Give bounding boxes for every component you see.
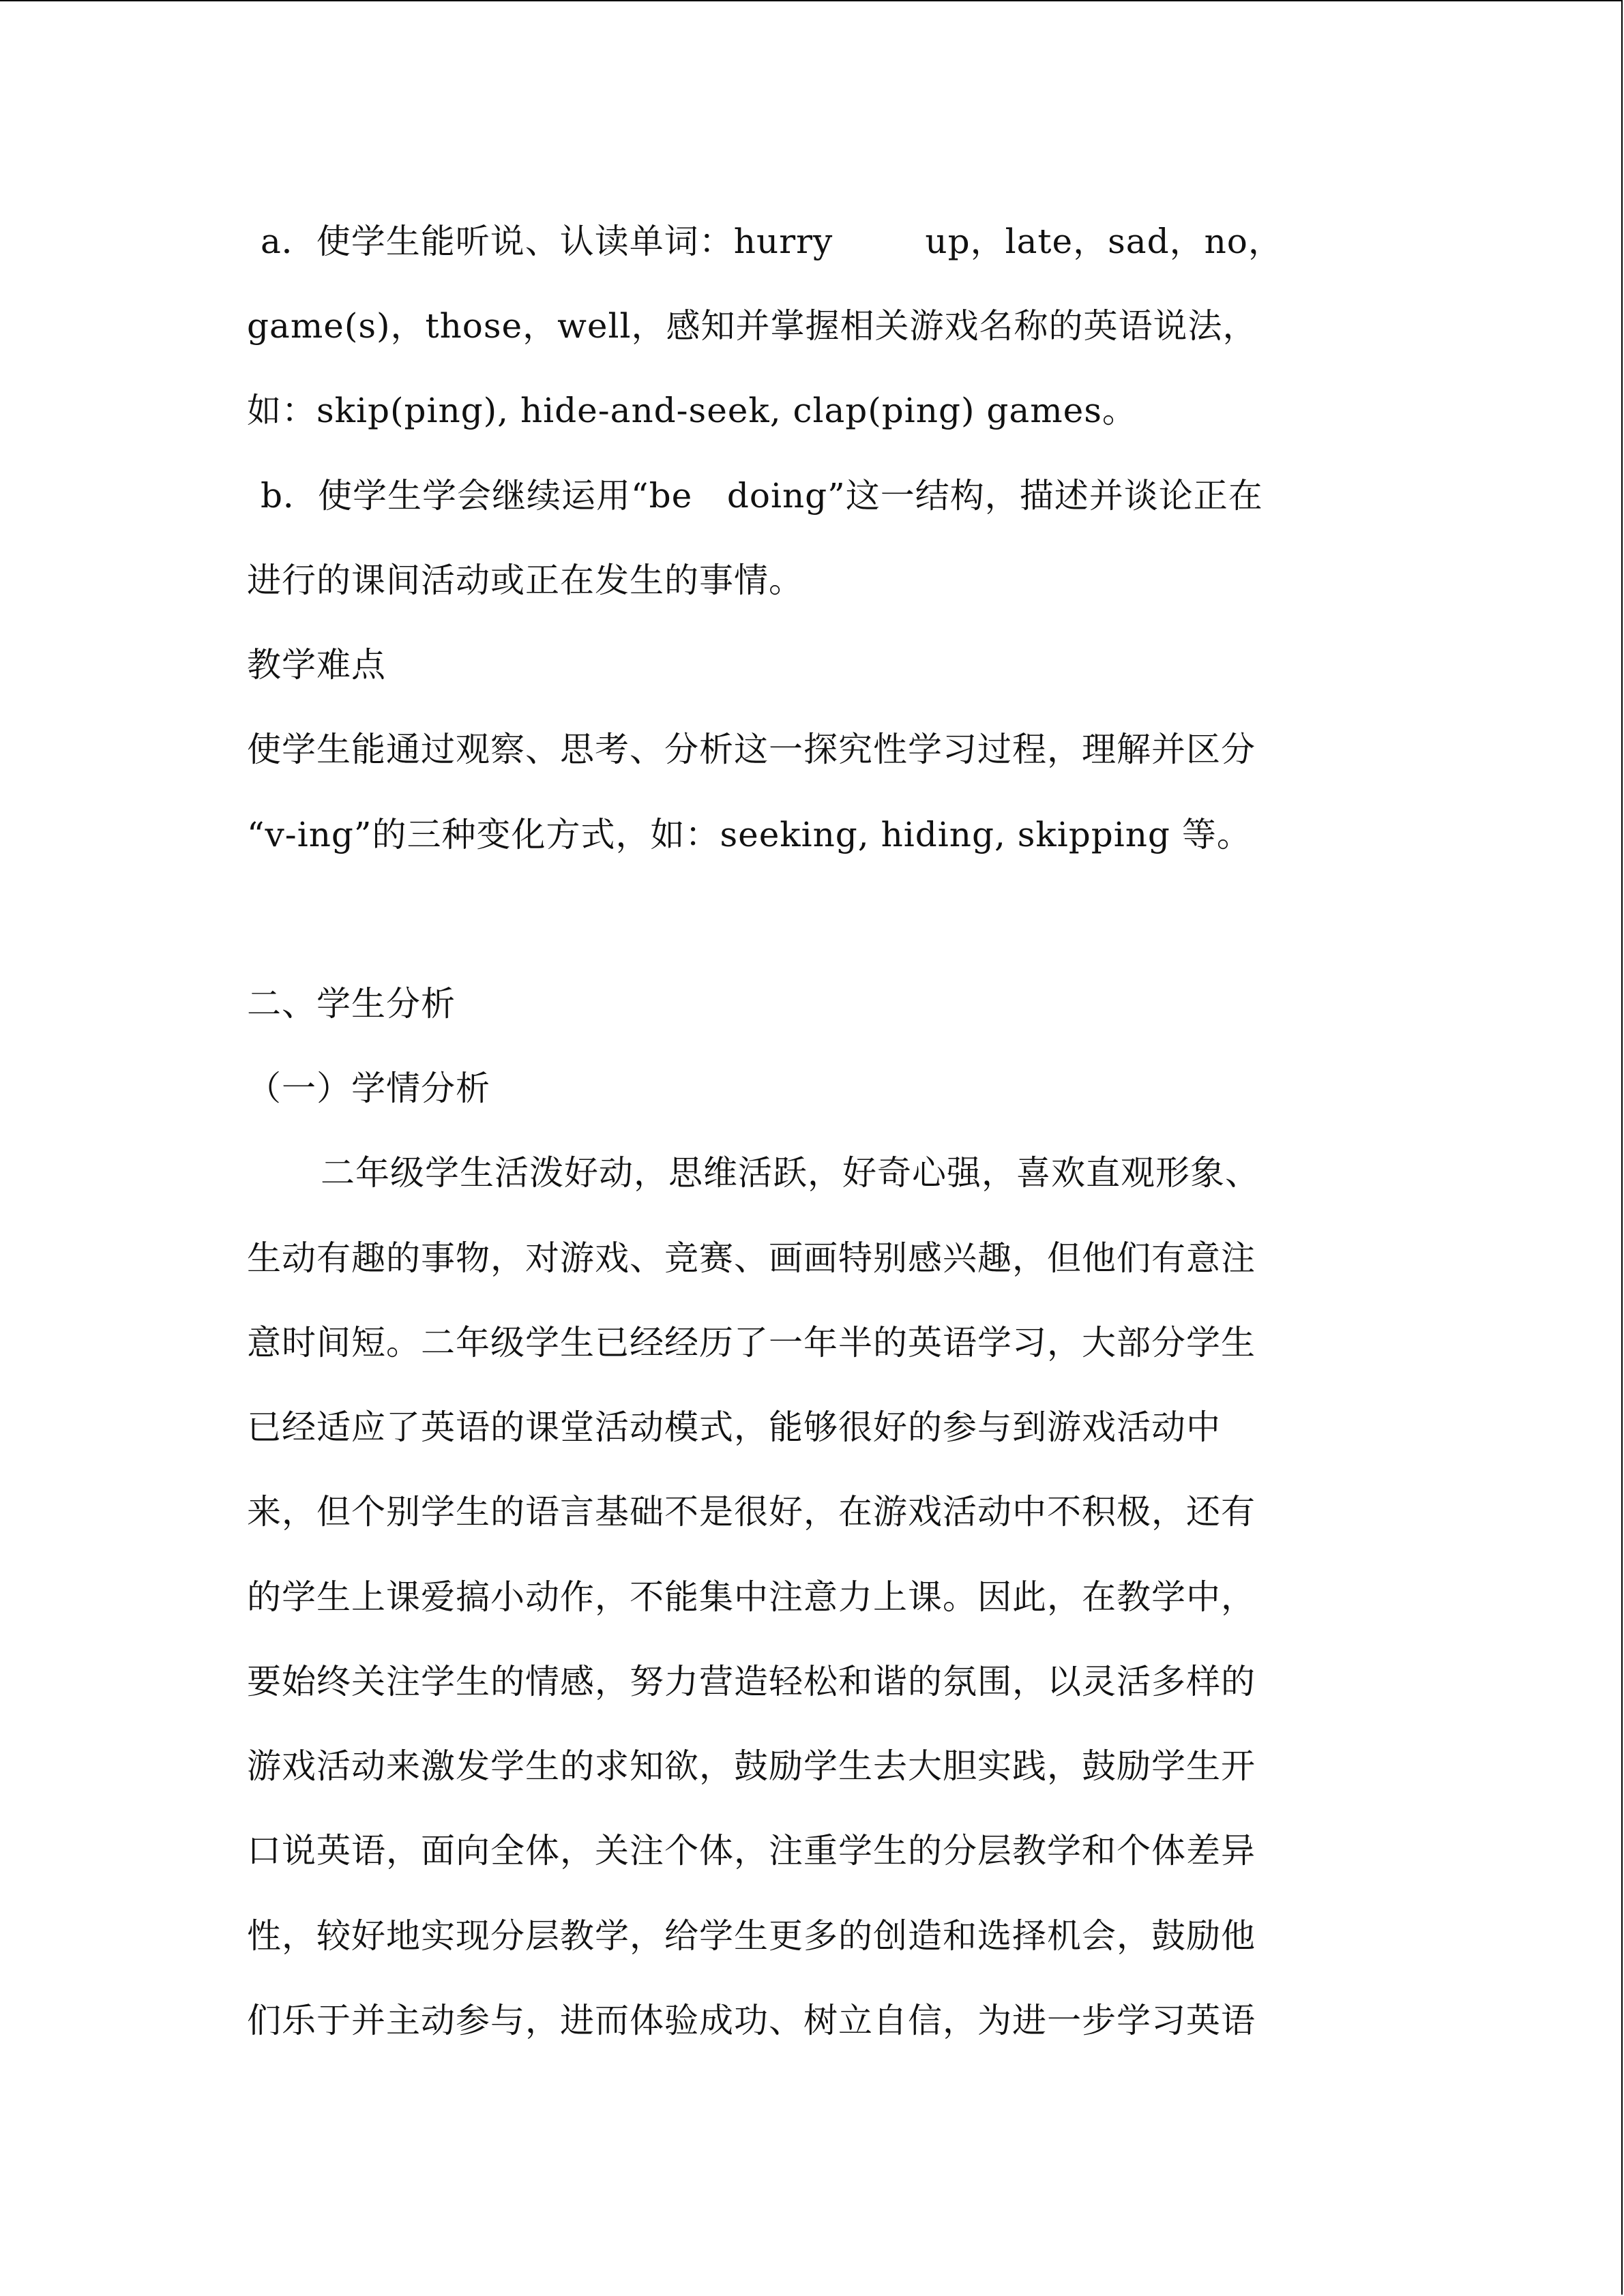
teaching-difficulty-heading: 教学难点 bbox=[247, 645, 386, 685]
objective-a-line-2: game(s)，those，well，感知并掌握相关游戏名称的英语说法， bbox=[247, 306, 1258, 346]
paragraph-line-9: 口说英语，面向全体，关注个体，注重学生的分层教学和个体差异 bbox=[247, 1831, 1256, 1870]
objective-b-line-2: 进行的课间活动或正在发生的事情。 bbox=[247, 561, 803, 600]
paragraph-line-10: 性，较好地实现分层教学，给学生更多的创造和选择机会，鼓励他 bbox=[247, 1916, 1256, 1956]
objective-b-line-1: b．使学生学会继续运用“be doing”这一结构，描述并谈论正在 bbox=[261, 476, 1263, 516]
subsection-heading-learning-situation: （一）学情分析 bbox=[247, 1069, 490, 1108]
paragraph-line-8: 游戏活动来激发学生的求知欲，鼓励学生去大胆实践，鼓励学生开 bbox=[247, 1746, 1256, 1786]
section-heading-student-analysis: 二、学生分析 bbox=[247, 984, 456, 1024]
paragraph-line-6: 的学生上课爱搞小动作，不能集中注意力上课。因此，在教学中， bbox=[247, 1577, 1256, 1617]
objective-a-line-3: 如：skip(ping), hide-and-seek, clap(ping) games。 bbox=[247, 391, 1137, 430]
paragraph-line-4: 已经适应了英语的课堂活动模式，能够很好的参与到游戏活动中 bbox=[247, 1407, 1221, 1447]
paragraph-line-1: 二年级学生活泼好动，思维活跃，好奇心强，喜欢直观形象、 bbox=[321, 1153, 1260, 1193]
paragraph-line-11: 们乐于并主动参与，进而体验成功、树立自信，为进一步学习英语 bbox=[247, 2001, 1256, 2040]
paragraph-line-3: 意时间短。二年级学生已经经历了一年半的英语学习，大部分学生 bbox=[247, 1323, 1256, 1362]
paragraph-line-5: 来，但个别学生的语言基础不是很好，在游戏活动中不积极，还有 bbox=[247, 1492, 1256, 1532]
paragraph-line-7: 要始终关注学生的情感，努力营造轻松和谐的氛围，以灵活多样的 bbox=[247, 1662, 1256, 1701]
paragraph-line-2: 生动有趣的事物，对游戏、竞赛、画画特别感兴趣，但他们有意注 bbox=[247, 1238, 1256, 1278]
objective-a-line-1: a．使学生能听说、认读单词：hurry up，late，sad，no， bbox=[261, 222, 1283, 261]
teaching-difficulty-line-1: 使学生能通过观察、思考、分析这一探究性学习过程，理解并区分 bbox=[247, 730, 1256, 769]
teaching-difficulty-line-2: “v-ing”的三种变化方式，如：seeking, hiding, skipping 等。 bbox=[247, 815, 1252, 854]
